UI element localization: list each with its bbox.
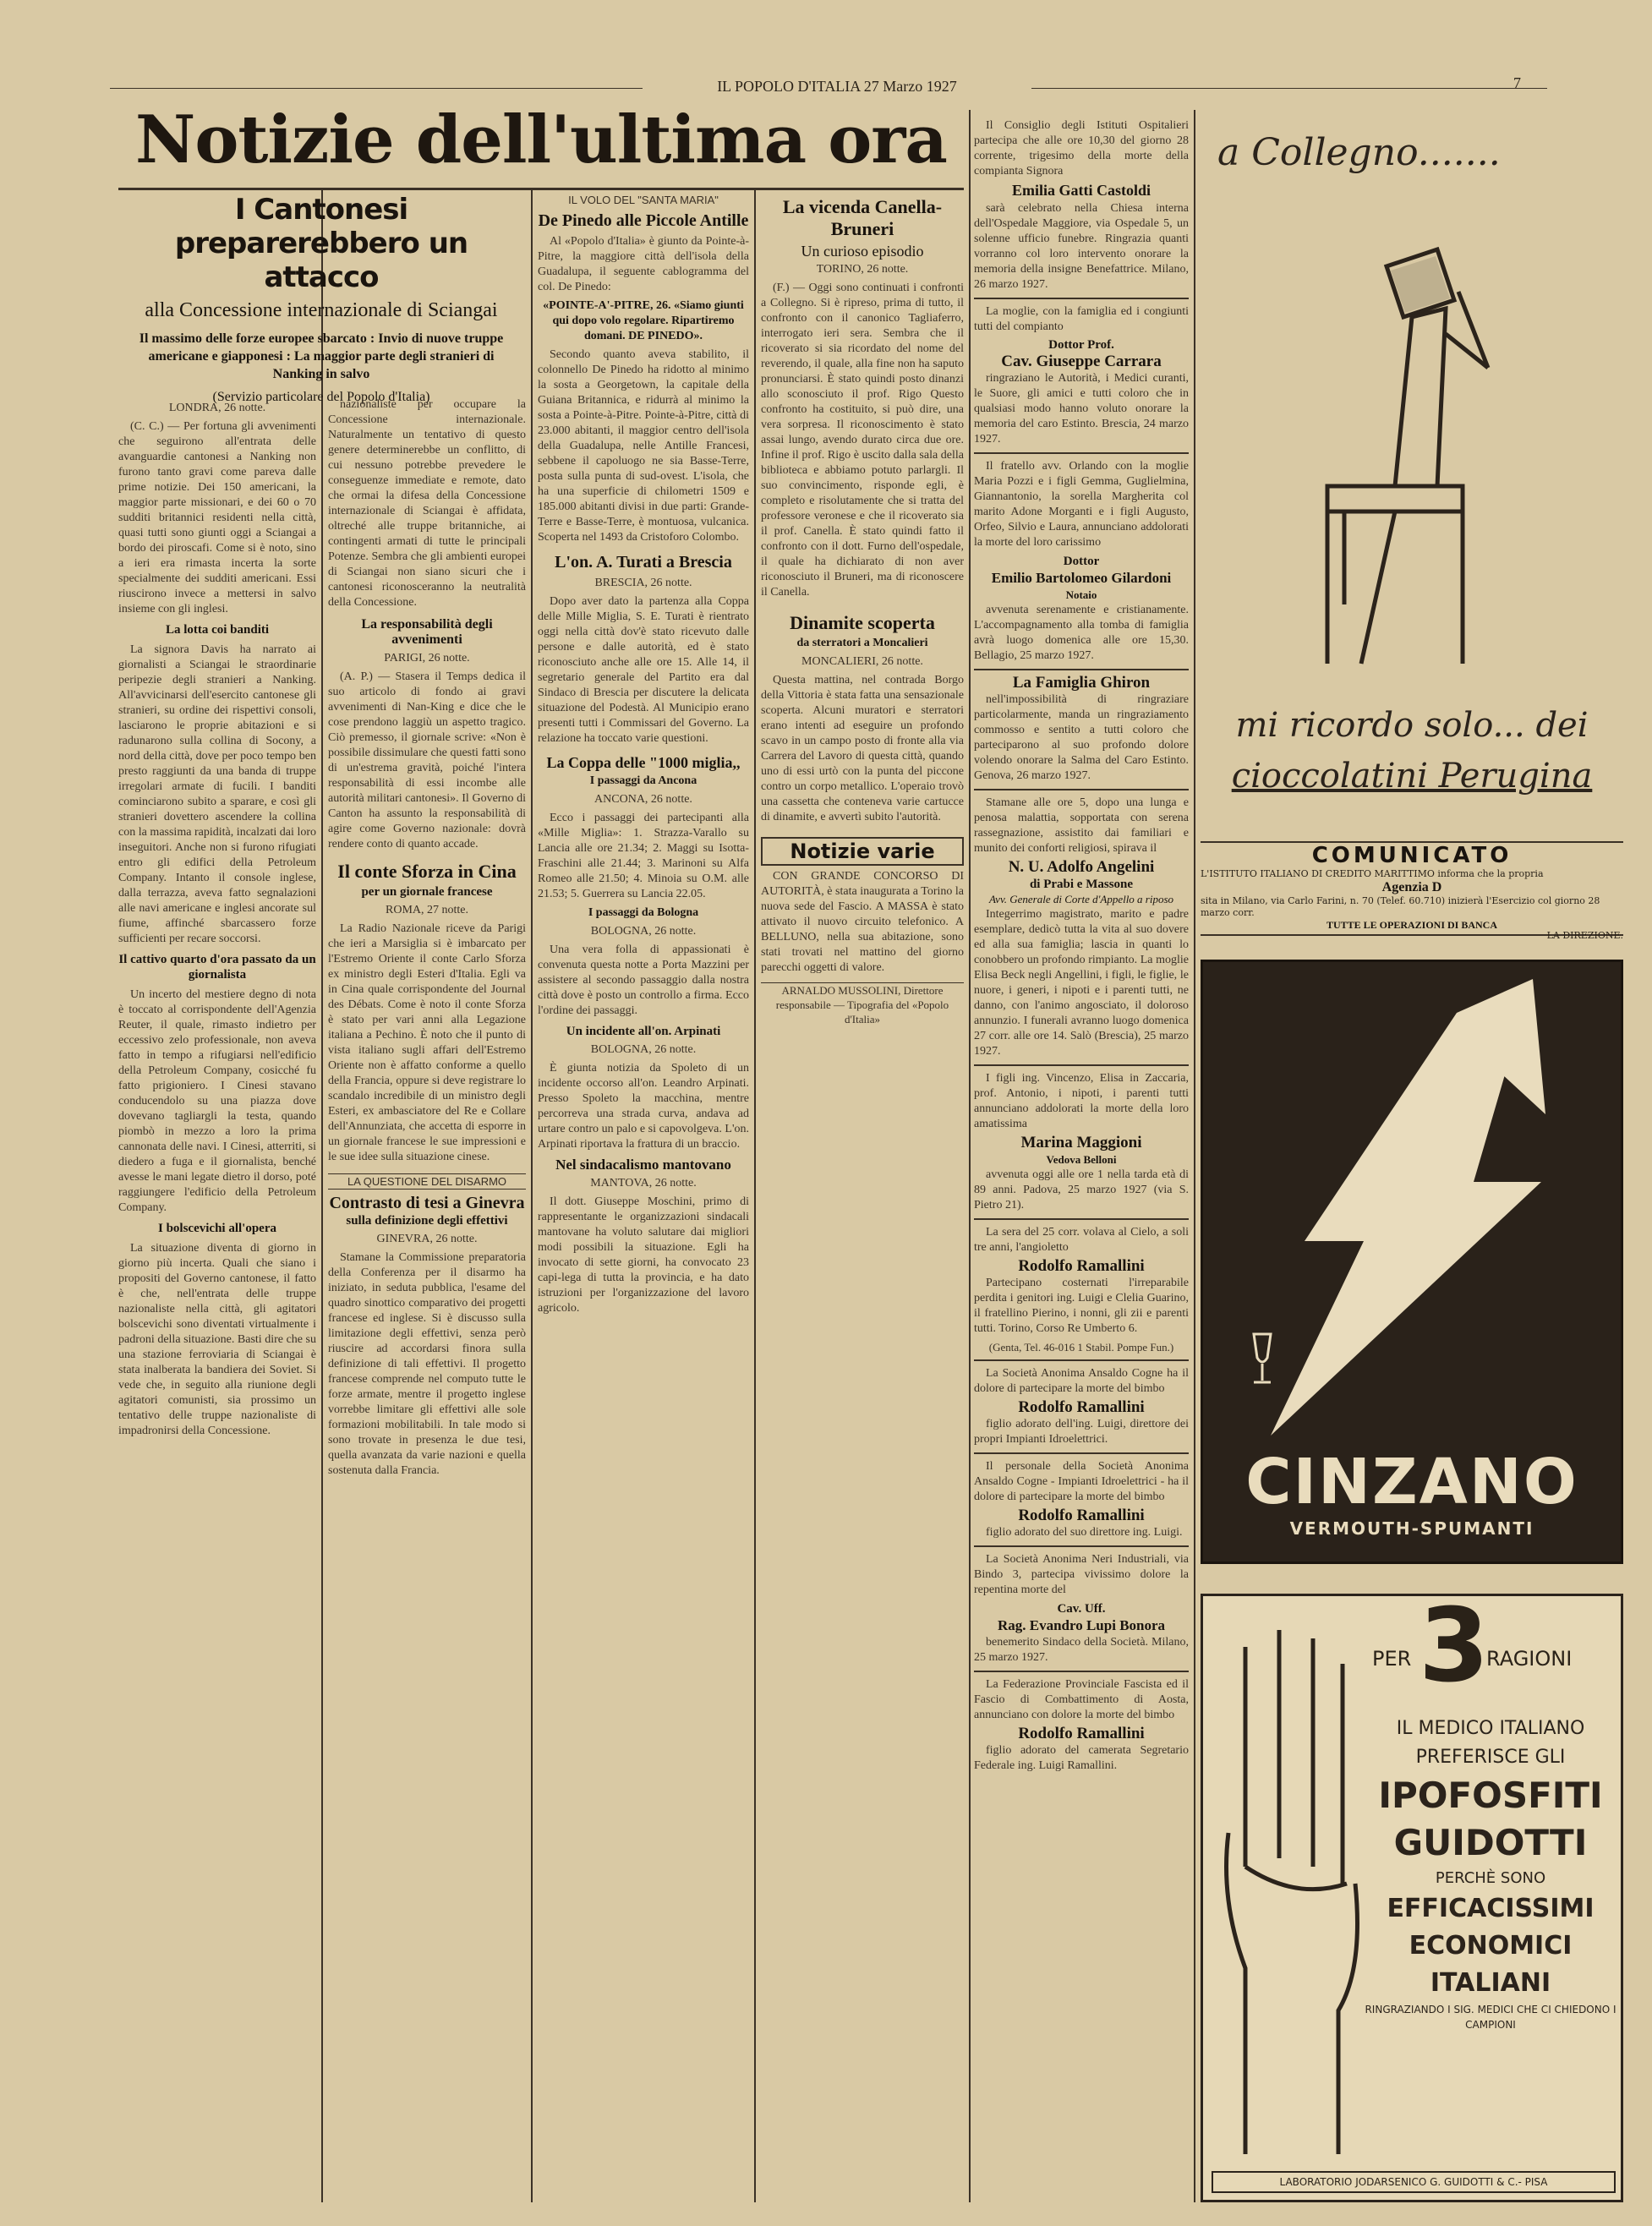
lead-paragraph-3: Un incerto del mestiere degno di nota è toccato al corrispondente dell'Agenzia Reuter, il quale, rimasto indietro per eccessivo zelo professionale, non aveva fatto in tempo a rifugiarsi nell'edificio della Petroleum Company, cosicché fu fatto prigioniero. I Cinesi stavano conducendolo su una piazza dove dovevano tagliargli la testa, quando piombò in mezzo a loro la prima cannonata delle navi. I Cinesi, atterriti, si diedero a fuga e il giornalista, benché avesse le mani legate dietro il dorso, poté raggiungere l'edificio della Petroleum Company. [118, 988, 316, 1214]
responsibility-headline: La responsabilità degli avvenimenti [361, 617, 493, 647]
imprint: ARNALDO MUSSOLINI, Direttore responsabile — Tipografia del «Popolo d'Italia» [761, 982, 964, 1026]
notizie-varie-headline: Notizie varie [761, 837, 964, 866]
notice-6-body: avvenuta oggi alle ore 1 nella tarda età di 89 anni. Padova, 25 marzo 1927 (via S. Pietro 21). [974, 1168, 1189, 1211]
comunicato-title: COMUNICATO [1311, 843, 1513, 868]
volo-label: IL VOLO DEL "SANTA MARIA" [568, 194, 719, 206]
running-head: IL POPOLO D'ITALIA 27 Marzo 1927 [643, 78, 1031, 96]
notice-8-body: figlio adorato dell'ing. Luigi, direttore dei propri Impianti Idroelettrici. [974, 1418, 1189, 1446]
column-5-notices [974, 118, 1189, 2198]
guidotti-ad [1201, 1588, 1623, 2202]
comunicato-agency: Agenzia D [1381, 880, 1442, 894]
lead-dateline: LONDRA, 26 notte. [168, 402, 266, 414]
arpinati-body: È giunta notizia da Spoleto di un incidente occorso all'on. Leandro Arpinati. Presso Spoleto la macchina, mentre percorreva una strada curva, andava ad urtare contro un palo e si capovolgeva. L'on. Arpinati riportava la frattura di un braccio. [538, 1062, 749, 1151]
notice-6-role: Vedova Belloni [1046, 1153, 1117, 1166]
sindacalismo-dateline: MANTOVA, 26 notte. [590, 1177, 697, 1190]
notice-7-intro: La sera del 25 corr. volava al Cielo, a soli tre anni, l'angioletto [974, 1226, 1189, 1254]
guidotti-line-1: IL MEDICO ITALIANO [1396, 1718, 1585, 1739]
responsibility-dateline: PARIGI, 26 notte. [384, 652, 470, 665]
notice-2-title: Dottor Prof. [1048, 338, 1114, 352]
canella-dateline: TORINO, 26 notte. [816, 263, 909, 276]
canella-headline: La vicenda Canella-Bruneri [782, 196, 943, 239]
ginevra-body: Stamane la Commissione preparatoria della Conferenza per il disarmo ha iniziato, in seduta pubblica, l'esame del quadro sinottico comparativo dei progetti francese ed inglese. Si è discusso sulla limitazione degli effettivi, senza però riuscire ad accordarsi finora sulla definizione di tali effettivi. Il progetto francese comprende nel computo tutte le forze armate, mentre il progetto inglese vorrebbe limitare gli effettivi alle sole formazioni mobilitabili. In tale modo si sono trovate in presenza le due tesi, quella avanzata da varie nazioni e quella sostenuta dalla Francia. [328, 1251, 526, 1477]
guidotti-line-5: PERCHÈ SONO [1435, 1869, 1546, 1887]
lead-subheadline: alla Concessione internazionale di Sciangai [145, 299, 498, 321]
perugina-ad-slogan-1: mi ricordo solo... dei [1235, 706, 1589, 745]
lead-subhead-2: Il cattivo quarto d'ora passato da un giornalista [118, 953, 316, 982]
notice-8-name: Rodolfo Ramallini [1018, 1398, 1145, 1416]
guidotti-line-8: ITALIANI [1430, 1968, 1551, 1998]
notice-3-intro: Il fratello avv. Orlando con la moglie Maria Pozzi e i figli Gemma, Guglielmina, Giannantonio, la sorella Margherita col marito Adone Morganti e i figli Augusto, Orfeo, Silvio e Laura, annunciano addolorati la morte del loro carissimo [974, 460, 1189, 549]
bologna-body: Una vera folla di appassionati è convenuta questa notte a Porta Mazzini per assistere al secondo passaggio dalla nostra città dove è posto un controllo a firma. Ecco l'ordine dei passaggi. [538, 943, 749, 1017]
coppa-dateline: ANCONA, 26 notte. [594, 793, 692, 806]
lead-subhead-1: La lotta coi banditi [165, 623, 270, 637]
turati-headline: L'on. A. Turati a Brescia [555, 553, 732, 572]
lead-subhead-3: I bolscevichi all'opera [158, 1222, 276, 1235]
cinzano-ad [1201, 960, 1623, 1564]
arpinati-headline: Un incidente all'on. Arpinati [566, 1025, 721, 1038]
comunicato-notice [1201, 841, 1623, 941]
sforza-subheadline: per un giornale francese [361, 885, 493, 899]
lead-byline: (Servizio particolare del Popolo d'Italia) [212, 390, 430, 404]
notice-6-intro: I figli ing. Vincenzo, Elisa in Zaccaria, prof. Antonio, i nipoti, i parenti tutti annunciano addolorati la morte della loro amatissima [974, 1072, 1189, 1130]
guidotti-ragioni: RAGIONI [1486, 1647, 1573, 1671]
guidotti-per: PER [1372, 1647, 1412, 1671]
notice-9-name: Rodolfo Ramallini [1018, 1507, 1145, 1524]
notice-1-intro: Il Consiglio degli Istituti Ospitalieri partecipa che alle ore 10,30 del giorno 28 corrente, trigesimo della morte della compianta Signora [974, 119, 1189, 178]
sforza-headline: Il conte Sforza in Cina [337, 861, 517, 882]
pinedo-body: Secondo quanto aveva stabilito, il colonnello De Pinedo ha ridotto al minimo la sosta a Georgetown, la capitale della Guiana Britannica, e ridurrà al minimo la sosta a Pointe-à-Pitre. Pointe-à-Pitre, città di 23.000 abitanti, il maggior centro dell'isola della Guadalupa, nelle Antille Francesi, sebbene il capoluogo ne sia Basse-Terre, posta sulla punta di sud-ovest. L'isola, che ha una superficie di chilometri 1509 e 185.000 abitanti divisi in due parti: Grande-Terre e Basse-Terre, è montuosa, vulcanica. Scoperta nel 1493 da Cristoforo Colombo. [538, 348, 749, 544]
notice-11-body: figlio adorato del camerata Segretario Federale ing. Luigi Ramallini. [974, 1744, 1189, 1772]
guidotti-line-9: RINGRAZIANDO I SIG. MEDICI CHE CI CHIEDONO I CAMPIONI [1365, 2004, 1616, 2031]
notice-6-name: Marina Maggioni [1020, 1134, 1142, 1151]
lead-continuation: nazionaliste per occupare la Concessione internazionale. Naturalmente un tentativo di questo genere determinerebbe un conflitto, di cui nessuno potrebbe prevedere le conseguenze immediate e remote, dato che ormai la difesa della Concessione internazionale di Sciangai è affidata, oltreché alle truppe britanniche, ai contingenti armati di tutte le principali Potenze. Sembra che gli ambienti europei di Sciangai non siano sicuri che i cantonesi riconosceranno la neutralità della Concessione. [328, 398, 526, 609]
notice-11-intro: La Federazione Provinciale Fascista ed il Fascio di Combattimento di Aosta, annunciano con dolore la morte del bimbo [974, 1678, 1189, 1721]
lead-headline: I Cantonesi preparerebbero un attacco [174, 193, 468, 294]
sforza-body: La Radio Nazionale riceve da Parigi che ieri a Marsiglia si è imbarcato per l'Estremo Oriente il conte Carlo Sforza ex ministro degli Esteri d'Italia. Egli va in Cina quale corrispondente del Journal des Débats. Come è noto il conte Sforza è stato per vari anni alla Legazione italiana a Pechino. È noto che il punto di vista italiano sugli affari dell'Estremo Oriente non è affatto conforme a quello della Francia, oppure si deve registrare lo scandalo incredibile di un ministro degli Esteri, ex ambasciatore del Re e Collare dell'Annunziata, che accetta di esporre in un giornale francese le sue impressioni e le sue idee sulla situazione cinese. [328, 922, 526, 1163]
pinedo-headline: De Pinedo alle Piccole Antille [538, 211, 749, 230]
guidotti-footer: LABORATORIO JODARSENICO G. GUIDOTTI & C.- PISA [1212, 2171, 1616, 2193]
lead-deck: Il massimo delle forze europee sbarcato : Invio di nuove truppe americane e giapponesi : La maggior parte degli stranieri di Nanking in salvo [139, 331, 504, 381]
canella-body: (F.) — Oggi sono continuati i confronti a Collegno. Si è ripreso, prima di tutto, il confronto con il canonico Tagliaferro, interrogato ieri sera. Sembra che il ricoverato si sia ricordato del nome del reverendo, il quale, alla fine non ha saputo pronunciarsi. È stato quindi posto dinanzi allo sconosciuto il prof. Rigo Questo confronto ha costituito, si può dire, una vera sorpresa. Il riconoscimento è stato assai lungo, avendo durato circa due ore. Infine il prof. Rigo è uscito dalla sala della biblioteca e abbiamo potuto parlargli. Il suo convincimento, risponde egli, è completo e risolutamente che si tratta del professore veronese e che il ricoverato sia il prof. Canella. È stato quindi fatto il confronto con il dott. Furno dell'ospedale, il quale ha dichiarato di non aver riconosciuto il Bruneri, ma di riconoscere il Canella. [761, 282, 964, 599]
banner-title: Notizie dell'ultima ora [135, 101, 947, 178]
lead-paragraph-2: La signora Davis ha narrato ai giornalisti a Sciangai le straordinarie peripezie degli stranieri a Nanking. All'avvicinarsi dell'esercito cantonese gli stranieri, su ordine dei rispettivi consoli, lasciarono le proprie abitazioni e si radunarono sulla collina di Socony, a nord della città, dove per poco tempo ben presto raggiunti da una banda di truppe irregolari armate di fucili. I banditi cominciarono subito a sparare, e così gli stranieri dovettero ascendere la collina con la massima rapidità, incalzati dai loro inseguitori. Anche non si furono rifugiati entro gli edifici della Petroleum Company. Intanto il console inglese, dalla terrazza, aveva fatto segnalazioni alle navi americane e inglesi ancorate sul fiume, affinché sbarcassero forze sufficienti per recare soccorsi. [118, 643, 316, 945]
dinamite-body: Questa mattina, nel contrada Borgo della Vittoria è stata fatta una sensazionale scoperta. Alcuni muratori e sterratori erano intenti ad eseguire un profondo scavo in un campo posto di fronte alla via Carrera del Lavoro di questa città, quando uno di essi urtò con la punta del piccone contro un corpo metallico. L'operaio trovò una cassetta che conteneva varie cartucce di dinamite, e avvertì subito l'autorità. [761, 674, 964, 823]
guidotti-line-7: ECONOMICI [1409, 1931, 1573, 1961]
seated-figure-illustration [1310, 232, 1513, 672]
turati-dateline: BRESCIA, 26 notte. [594, 577, 692, 589]
lead-body-col1 [118, 397, 316, 2198]
notice-7-body: Partecipano costernati l'irreparabile perdita i genitori ing. Luigi e Clelia Guarino, il fratellino Pierino, i nonni, gli zii e parenti tutti. Torino, Corso Re Umberto 6. [974, 1277, 1189, 1335]
lead-paragraph-1: (C. C.) — Per fortuna gli avvenimenti che seguirono all'entrata delle avanguardie cantonesi a Nanking non furono tanto gravi come pareva dalle prime notizie. Dei 150 americani, la maggior parte missionari, e dei 60 o 70 sudditi britannici residenti nella città, quasi tutti sono giunti oggi a Sciangai a bordo dei piroscafi. Come si è noto, sino a ieri era rimasta incerta la sorte specialmente dei sudditi americani. Essi riuscirono invece a mettersi in salvo insieme con gli inglesi. [118, 420, 316, 615]
notice-9-body: figlio adorato del suo direttore ing. Luigi. [986, 1526, 1183, 1539]
page-number: 7 [1513, 74, 1521, 91]
turati-body: Dopo aver dato la partenza alla Coppa delle Mille Miglia, S. E. Turati è rientrato oggi nella città dov'è stato ricevuto dalle persone e dalle autorità, ed è stato riconosciuto anche alle ore 15. Alle 14, il segretario generale del Partito era dal Sindaco di Brescia per discutere la delicata situazione del Podestà. Al Municipio erano presenti tutti i Commissari del Governo. La relazione ha toccato varie questioni. [538, 595, 749, 745]
notice-2-name: Cav. Giuseppe Carrara [1001, 353, 1162, 370]
perugina-ad [1201, 114, 1623, 816]
responsibility-body: (A. P.) — Stasera il Temps dedica il suo articolo di fondo ai gravi avvenimenti di Nan-King e dice che le cose prendono laggiù un aspetto tragico. Ciò premesso, il giornale scrive: «Non è possibile dissimulare che questi fatti sono di un'estrema gravità, poiché l'intera responsabilità di essi incombe alle autorità militari cantonesi». Il Governo di Canton ha assunto la responsabilità di agire come Governo nazionale: dovrà rendere conto di quanto accade. [328, 670, 526, 850]
sindacalismo-body: Il dott. Giuseppe Moschini, primo di rappresentante le organizzazioni sindacali mantovane ha voluto salutare dai migliori modi possibili la situazione. Egli ha invocato di sette giorni, ha convocato 23 capi-lega di tutta la provincia, e ha dato istruzioni per l'organizzazione del lavoro agricolo. [538, 1195, 749, 1315]
bologna-dateline: BOLOGNA, 26 notte. [590, 925, 697, 938]
notice-10-name: Rag. Evandro Lupi Bonora [997, 1617, 1166, 1633]
notice-4-name: La Famiglia Ghiron [1012, 674, 1151, 692]
notice-10-intro: La Società Anonima Neri Industriali, via Bindo 3, partecipa vivissimo dolore la repentina morte del [974, 1553, 1189, 1596]
lead-article [118, 193, 524, 404]
notice-1-body: sarà celebrato nella Chiesa interna dell'Ospedale Maggiore, via Ospedale 5, un solenne ufficio funebre. Ringrazia quanti vorranno col loro intervento onorare la memoria della insigne Benefattrice. Milano, 26 marzo 1927. [974, 202, 1189, 291]
arpinati-dateline: BOLOGNA, 26 notte. [590, 1043, 697, 1056]
column-3 [538, 193, 749, 2198]
notice-9-intro: Il personale della Società Anonima Ansaldo Cogne - Impianti Idroelettrici - ha il dolore di partecipare la morte del bimbo [974, 1460, 1189, 1503]
dinamite-subheadline: da sterratori a Moncalieri [796, 637, 928, 649]
notice-8-intro: La Società Anonima Ansaldo Cogne ha il dolore di partecipare la morte del bimbo [974, 1367, 1189, 1395]
notice-3-title: Dottor [1063, 555, 1100, 568]
notice-5-role: Avv. Generale di Corte d'Appello a riposo [988, 893, 1174, 905]
dinamite-dateline: MONCALIERI, 26 notte. [801, 655, 923, 668]
notice-11-name: Rodolfo Ramallini [1018, 1725, 1145, 1742]
guidotti-line-2: PREFERISCE GLI [1415, 1747, 1566, 1768]
cinzano-brand: CINZANO [1245, 1446, 1578, 1518]
guidotti-number: 3 [1419, 1588, 1490, 1705]
canella-subheadline: Un curioso episodio [801, 243, 924, 260]
cinzano-subtitle: VERMOUTH-SPUMANTI [1289, 1518, 1534, 1539]
sindacalismo-headline: Nel sindacalismo mantovano [555, 1157, 731, 1173]
ginevra-subheadline: sulla definizione degli effettivi [346, 1214, 508, 1228]
notice-2-intro: La moglie, con la famiglia ed i congiunti tutti del compianto [974, 305, 1189, 333]
comunicato-line-2: sita in Milano, via Carlo Farini, n. 70 (Telef. 60.710) inizierà l'Esercizio col giorno 28 marzo corr. [1201, 895, 1600, 918]
comunicato-line-3: TUTTE LE OPERAZIONI DI BANCA [1326, 919, 1498, 931]
raised-hand-illustration [1212, 1613, 1372, 2154]
sforza-dateline: ROMA, 27 notte. [386, 904, 468, 916]
ginevra-dateline: GINEVRA, 26 notte. [376, 1233, 478, 1245]
notice-3-role: Notaio [1065, 588, 1097, 601]
column-4 [761, 193, 964, 2198]
comunicato-signature: LA DIREZIONE. [1546, 930, 1623, 941]
notice-5-intro: Stamane alle ore 5, dopo una lunga e penosa malattia, sopportata con serena rassegnazione, assistito dai familiari e munito dei conforti religiosi, spirava il [974, 796, 1189, 855]
bologna-subhead: I passaggi da Bologna [588, 906, 699, 919]
pinedo-telegram: «POINTE-A'-PITRE, 26. «Siamo giunti qui dopo volo regolare. Ripartiremo domani. DE PINEDO». [543, 299, 744, 342]
column-2 [328, 397, 526, 2198]
pinedo-intro: Al «Popolo d'Italia» è giunto da Pointe-à-Pitre, la maggiore città dell'isola della Guadalupa, il seguente cablogramma del col. De Pinedo: [538, 235, 749, 293]
perugina-ad-top-text: a Collegno....... [1217, 131, 1501, 174]
notice-2-body: ringraziano le Autorità, i Medici curanti, le Suore, gli amici e tutti coloro che in qualsiasi modo hanno voluto onorare la memoria del caro Estinto. Brescia, 24 marzo 1927. [974, 372, 1189, 446]
dinamite-headline: Dinamite scoperta [790, 612, 935, 633]
notice-4-body: nell'impossibilità di ringraziare particolarmente, manda un ringraziamento commosso e sentito a tutti coloro che parteciparono al suo profondo dolore volendo onorare la Salma del Caro Estinto. Genova, 26 marzo 1927. [974, 693, 1189, 782]
notice-3-body: avvenuta serenamente e cristianamente. L'accompagnamento alla tomba di famiglia avrà luogo domenica alle ore 15,30. Bellagio, 25 marzo 1927. [974, 604, 1189, 662]
lead-paragraph-4: La situazione diventa di giorno in giorno più incerta. Quali che siano i propositi del Governo cantonese, il fatto è che, nell'entrata delle truppe nazionaliste nella città, gli agitatori bolscevichi sono diventati virtualmente i padroni della situazione. Basti dire che su una stazione ferroviaria di Sciangai è stata inalberata la bandiera dei Soviet. Si vede che, in seguito alla riunione degli agitatori comunisti, sia prossimo un tentativo delle truppe nazionaliste di impadronirsi della Concessione. [118, 1242, 316, 1437]
comunicato-line-1: L'ISTITUTO ITALIANO DI CREDITO MARITTIMO informa che la propria [1201, 868, 1544, 879]
notizie-varie-body: CON GRANDE CONCORSO DI AUTORITÀ, è stata inaugurata a Torino la nuova sede del Fascio. A MASSA è stato attivato il nuovo circuito telefonico. A BELLUNO, nella sua abitazione, sono stati trovati nel mattino del giorno parecchi oggetti di valore. [761, 870, 964, 974]
notice-5-sub: di Prabi e Massone [1029, 878, 1134, 891]
notice-7-credit: (Genta, Tel. 46-016 1 Stabil. Pompe Fun.) [988, 1341, 1174, 1354]
notice-10-title: Cav. Uff. [1057, 1602, 1106, 1616]
notice-5-name: N. U. Adolfo Angelini [1008, 858, 1155, 876]
notice-3-name: Emilio Bartolomeo Gilardoni [991, 570, 1172, 586]
notice-10-body: benemerito Sindaco della Società. Milano, 25 marzo 1927. [974, 1636, 1189, 1664]
notice-7-name: Rodolfo Ramallini [1018, 1257, 1145, 1275]
coppa-subheadline: I passaggi da Ancona [589, 774, 697, 787]
notice-1-name: Emilia Gatti Castoldi [1011, 182, 1151, 199]
coppa-body: Ecco i passaggi dei partecipanti alla «Mille Miglia»: 1. Strazza-Varallo su Lancia alle ore 21.34; 2. Maggi su Isotta-Fraschini alle 21.44; 3. Marinoni su Alfa Romeo alle 21.50; 4. Minoia su O.M. alle 21.53; 5. Guerrera su Lancia 22.05. [538, 812, 749, 900]
guidotti-line-6: EFFICACISSIMI [1387, 1894, 1595, 1923]
notice-5-body: Integerrimo magistrato, marito e padre esemplare, dedicò tutta la vita al suo dovere ed alla sua famiglia; lascia in quanti lo conobbero un profondo rimpianto. La moglie Elisa Beck negli Angellini, i figli, le figlie, le nuore, i generi, i nipoti e i parenti tutti, ne danno, con l'animo angosciato, il doloroso annunzio. I funerali avranno luogo domenica 27 corr. alle ore 14. Salò (Brescia), 25 marzo 1927. [974, 908, 1189, 1058]
ginevra-headline: Contrasto di tesi a Ginevra [329, 1194, 525, 1212]
disarmo-label: LA QUESTIONE DEL DISARMO [328, 1173, 526, 1190]
guidotti-line-4: GUIDOTTI [1393, 1822, 1588, 1863]
coppa-headline: La Coppa delle "1000 miglia,, [546, 754, 741, 771]
guidotti-line-3: IPOFOSFITI [1378, 1775, 1603, 1816]
perugina-ad-slogan-2: cioccolatini Perugina [1231, 757, 1593, 796]
